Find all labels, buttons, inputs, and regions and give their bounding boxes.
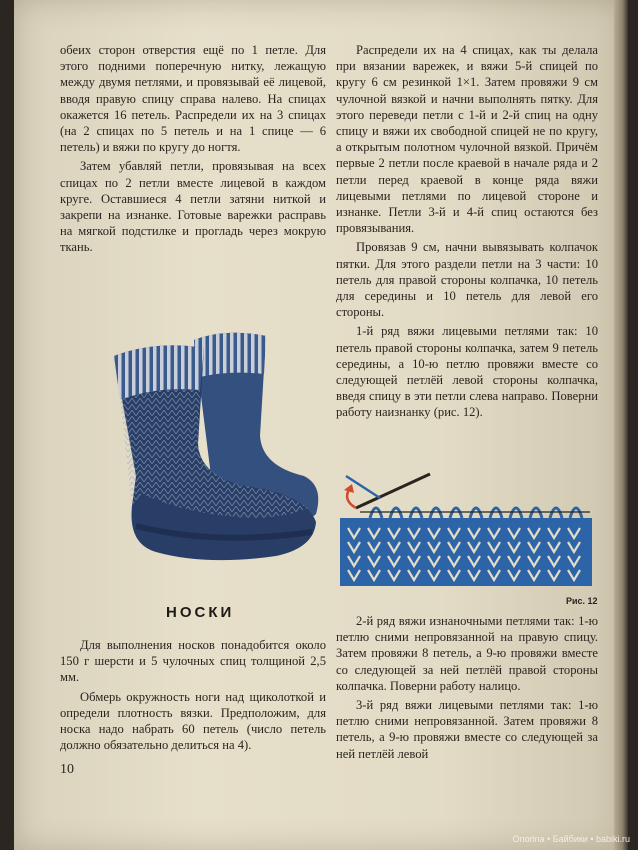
figure-caption: Рис. 12 xyxy=(566,596,598,606)
paragraph: обеих сторон отверстия ещё по 1 петле. Для этого подними поперечную нитку, лежащую между двумя петлями, и провязывай её лицевой, вводя правую спицу справа налево. На спицах окажется 16 петель. Распредели их на 3 спицах (на 2 спицах по 5 петель и на 1 спице — 6 петель) и вяжи по кругу до ногтя. xyxy=(60,43,326,155)
paragraph: Затем убавляй петли, провязывая на всех спицах по 2 петли вместе лицевой в каждом круге. Оставшиеся 4 петли затяни ниткой и закрепи на изнанке. Готовые варежки расправь на мягкой подстилке и прогладь через мокрую ткань. xyxy=(60,159,326,255)
right-column-bottom xyxy=(336,613,598,765)
paragraph: Провязав 9 см, начни вывязывать колпачок пятки. Для этого раздели петли на 3 части: 10 петель для правой стороны колпачка, 10 петель для середины и 10 петель для левой его стороны. xyxy=(336,240,598,320)
paragraph: 3-й ряд вяжи лицевыми петлями так: 1-ю петлю сними непровязанной. Затем провяжи 8 петель, а 9-ю провяжи вместе со следующей за ней петлёй левой xyxy=(336,698,598,761)
left-column-top xyxy=(60,42,326,259)
sock-illustration xyxy=(76,326,326,568)
paragraph: 1-й ряд вяжи лицевыми петлями так: 10 петель правой стороны колпачка, затем 9 петель середины, а 10-ю петлю провяжи вместе со следующей петлёй левой стороны колпачка, введя спицу в эти петли слева направо. Поверни работу наизнанку (рис. 12). xyxy=(336,324,598,420)
right-column-top xyxy=(336,42,598,424)
book-spine xyxy=(614,0,628,850)
paragraph: Обмерь окружность ноги над щиколоткой и определи плотность вязки. Предположим, для носка надо набрать 60 петель (число петель должно обязательно делиться на 4). xyxy=(60,689,326,753)
page-number: 10 xyxy=(60,762,74,777)
book-page xyxy=(14,0,626,850)
paragraph: Распредели их на 4 спицах, как ты делала при вязании варежек, и вяжи 5-й спицей по кругу 6 см резинкой 1×1. Затем провяжи 9 см чулочной вязкой и начни выполнять пятку. Для этого переведи петли с 1-й и 2-й спиц на одну спицу и вяжи их свободной спицей не по кругу, а открытым полотном чулочной вязкой. Причём первые 2 петли после краевой в начале ряда и 2 петли перед краевой в конце ряда вяжи лицевыми петлями по лицевой стороне и изнанке. Петли 3-й и 4-й спиц остаются без провязывания. xyxy=(336,43,598,236)
paragraph: Для выполнения носков понадобится около 150 г шерсти и 5 чулочных спиц толщиной 2,5 мм. xyxy=(60,638,326,685)
left-column-bottom xyxy=(60,637,326,756)
paragraph: 2-й ряд вяжи изнаночными петлями так: 1-ю петлю сними непровязанной на правую спицу. Затем провяжи 8 петель, а 9-ю провяжи вместе со следующей за ней петлёй правой стороны колпачка. Поверни работу налицо. xyxy=(336,614,598,693)
watermark: Onorina • Байбики • babiki.ru xyxy=(512,834,630,844)
section-heading: НОСКИ xyxy=(166,604,235,621)
knitting-diagram xyxy=(340,468,592,596)
